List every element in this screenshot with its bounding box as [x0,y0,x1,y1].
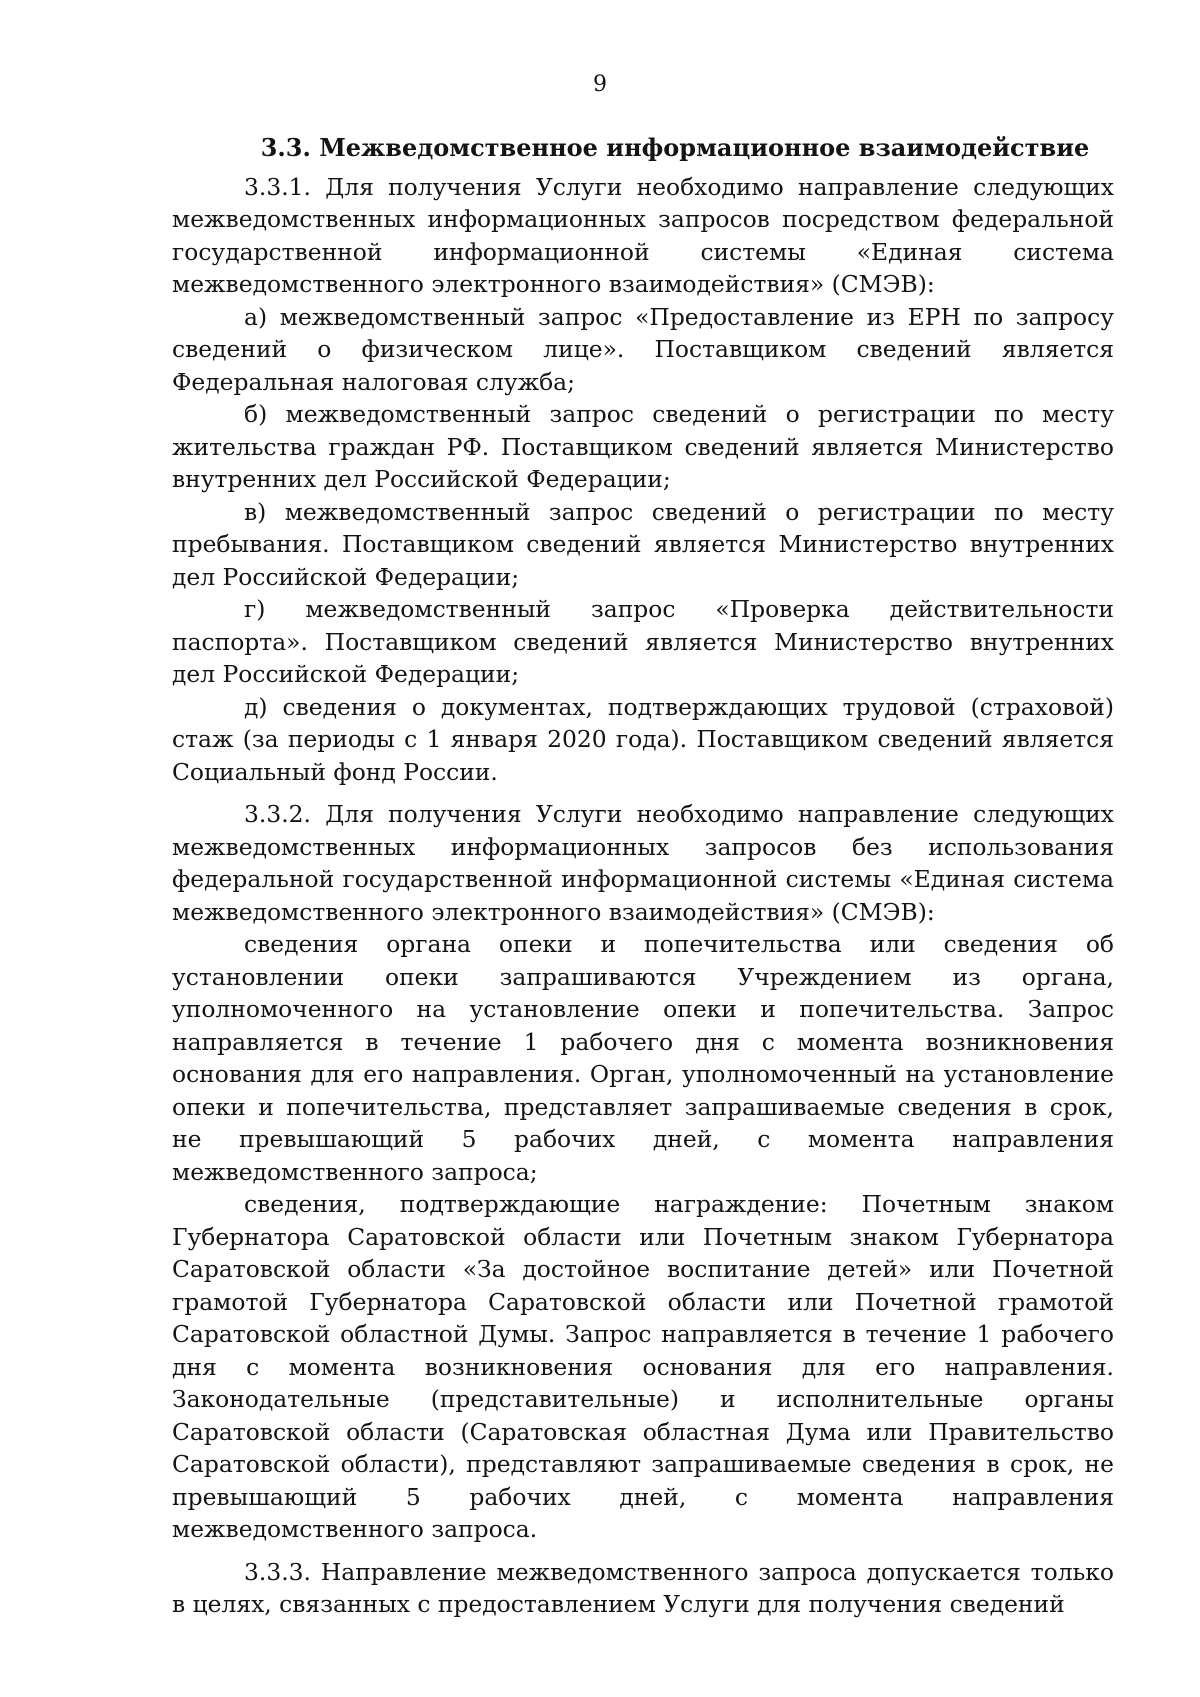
document-body [172,132,1114,1621]
list-item-d: д) сведения о документах, подтверждающих трудовой (страховой) стаж (за периоды с 1 января 2020 года). Поставщиком сведений является Социальный фонд России. [172,692,1114,786]
list-item-a: а) межведомственный запрос «Предоставление из ЕРН по запросу сведений о физическом лице». Поставщиком сведений является Федеральная налоговая служба; [172,302,1114,396]
paragraph-3-3-1: 3.3.1. Для получения Услуги необходимо направление следующих межведомственных информационных запросов посредством федеральной государственной информационной системы «Единая система межведомственного электронного взаимодействия» (СМЭВ): [172,172,1114,298]
paragraph-3-3-2: 3.3.2. Для получения Услуги необходимо направление следующих межведомственных информационных запросов без использования федеральной государственной информационной системы «Единая система межведомственного электронного взаимодействия» (СМЭВ): [172,800,1114,926]
paragraph-3-3-3: 3.3.3. Направление межведомственного запроса допускается только в целях, связанных с предоставлением Услуги для получения сведений [172,1557,1114,1618]
paragraph-3-3-2-awards: сведения, подтверждающие награждение: Почетным знаком Губернатора Саратовской области или Почетным знаком Губернатора Саратовской области «За достойное воспитание детей» или Почетной грамотой Губернатора Саратовской области или Почетной грамотой Саратовской областной Думы. Запрос направляется в течение 1 рабочего дня с момента возникновения основания для его направления. Законодательные (представительные) и исполнительные органы Саратовской области (Саратовская областная Дума или Правительство Саратовской области), представляют запрашиваемые сведения в срок, не превышающий 5 рабочих дней, с момента направления межведомственного запроса. [172,1190,1114,1543]
paragraph-gap [172,788,1114,798]
list-item-v: в) межведомственный запрос сведений о регистрации по месту пребывания. Поставщиком сведений является Министерство внутренних дел Российской Федерации; [172,497,1114,591]
paragraph-3-3-2-guardianship: сведения органа опеки и попечительства или сведения об установлении опеки запрашиваются Учреждением из органа, уполномоченного на установление опеки и попечительства. Запрос направляется в течение 1 рабочего дня с момента возникновения основания для его направления. Орган, уполномоченный на установление опеки и попечительства, представляет запрашиваемые сведения в срок, не превышающий 5 рабочих дней, с момента направления межведомственного запроса; [172,930,1114,1186]
paragraph-gap [172,1546,1114,1556]
page-number: 9 [593,72,607,97]
section-title: 3.3. Межведомственное информационное взаимодействие [260,133,1090,162]
list-item-b: б) межведомственный запрос сведений о регистрации по месту жительства граждан РФ. Поставщиком сведений является Министерство внутренних дел Российской Федерации; [172,400,1114,493]
list-item-g: г) межведомственный запрос «Проверка действительности паспорта». Поставщиком сведений является Министерство внутренних дел Российской Федерации; [172,595,1114,688]
